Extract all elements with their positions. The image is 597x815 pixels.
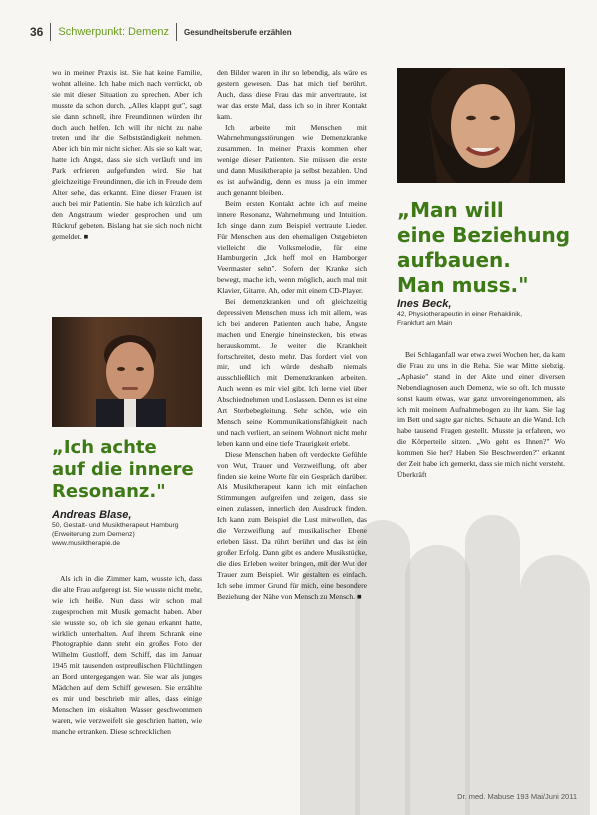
- author-description: Frankfurt am Main: [397, 320, 453, 327]
- pull-quote-1: [52, 437, 194, 503]
- paragraph: Diese Menschen haben oft verdeckte Gefühle von Wut, Trauer und Verzweiflung, oft aber finden sie keine Worte für ein Gespräch darüber. Als Musiktherapeut kann ich mit einfachen Stimmungen aufgreifen und zeigen, dass sie einen zulassen, innerlich den Ausdruck finden. Ich kann zum Beispiel die Lust mitwollen, das die Verzweiflung auf musikalischer Ebene erleben lässt. Da rührt berührt und das ist ein großer Erfolg. Dann gibt es andere Musikstücke, die dies Erleben weiter bringen, mit der Wut der Trauer zum Beispiel. Wir gestalten es einfach. Ich sehe immer Grund für mich, eine besondere Beziehung der Nähe von Mensch zu Mensch. ■: [217, 449, 367, 601]
- author-1-block: [52, 509, 212, 548]
- quote-line: Man muss.": [397, 273, 529, 297]
- paragraph: Beim ersten Kontakt achte ich auf meine innere Resonanz, Wahrnehmung und Intuition. Ich singe dann zum Beispiel vertraute Lieder. Für Menschen aus den ehemaligen Ostgebieten vielleicht die Volksmelodie, für eine Hamburgerin „Ick heff mol en Hamborger Veermaster sehn". Sofern der Kranke sich bewegt, mache ich, wenn möglich, auch mal mit Klavier, Gitarre. Ah, oder mit einem CD-Player.: [217, 198, 367, 296]
- section-subtitle: Gesundheitsberufe erzählen: [184, 27, 292, 37]
- column-2-text: [217, 68, 367, 790]
- portrait-illustration: [52, 317, 202, 427]
- header-divider: [50, 23, 51, 41]
- paragraph: Ich arbeite mit Menschen mit Wahrnehmungsstörungen wie Demenzkranke zusammen. In meiner Praxis kommen eher wenige dieser Patienten. Sie müssen die erste und dann Musiktherapie ja selbst bezahlen. Und es ist aufwändig, denn es muss ja ein immer auch genannt bleiben.: [217, 122, 367, 197]
- author-2-block: [397, 298, 572, 328]
- paragraph: Als ich in die Zimmer kam, wusste ich, dass die alte Frau aufgeregt ist. Sie wusste nicht mehr, wie ich heiße. Nun dass wir schon mal zugesprochen mit Musik gemacht haben. Aber sie wusste so, ob ich sie genau erkannt hatte, wirklich unterhalten. Auf ihrem Schrank eine Photographie dann steht ein großes Foto der Wilhelm Gustloff, dem Schiff, das im Januar 1945 mit tausenden ostpreußischen Flüchtlingen an Bord untergegangen war. Sie war als junges Mädchen auf dem Schiff gewesen. Sie erzählte es mir und beschrieb mir alles, dass einige Menschen im eiskalten Wasser geschwommen waren, wie verzweifelt sie geschrien hatten, wie manche ertranken. Diese schrecklichen: [52, 574, 202, 736]
- quote-line: eine Beziehung: [397, 223, 571, 247]
- portrait-illustration: [397, 68, 565, 183]
- paragraph: den Bilder waren in ihr so lebendig, als wäre es gestern gewesen. Das hat mich tief berührt. Auch, dass diese Frau das mir anvertraute, ist war das erste Mal, dass ich so in ihrer Kontakt kam.: [217, 68, 367, 121]
- page-number: 36: [30, 25, 44, 39]
- author-name: Andreas Blase,: [52, 509, 132, 521]
- page-header: [30, 22, 292, 42]
- author-website: www.musiktherapie.de: [52, 540, 120, 547]
- portrait-andreas-blase: [52, 317, 202, 427]
- header-divider: [176, 23, 177, 41]
- quote-line: aufbauen.: [397, 248, 511, 272]
- quote-line: Resonanz.": [52, 481, 166, 502]
- column-1-bottom-text: [52, 574, 202, 779]
- paragraph: Bei Schlaganfall war etwa zwei Wochen her, da kam die Frau zu uns in die Reha. Sie war Mitte siebzig. „Aphasie" stand in der Akte und einer diversen Nebendiagnosen auch Demenz, wie so oft. Ich musste sonst kaum etwas, war ganz unvoreingenommen, als ich mit meinem Aufnahmebogen zu ihr kam. Sie lag im Bett und sagte gar nichts. Schaute an die Wand. Ich habe tausend Fragen gestellt. Musste ja erfahren, wo die Körperteile sitzen. „Wo geht es Ihnen?" Wo kommen Sie her? Haben Sie Beschwerden?" erkannt der Zeit habe ich gemerkt, dass sie mich nicht versteht. Überkräft: [397, 350, 565, 479]
- author-description: (Erweiterung zum Demenz): [52, 531, 135, 538]
- paragraph: wo in meiner Praxis ist. Sie hat keine Familie, wohnt alleine. Ich habe mich nach verrückt, ob sie mit dieser Situation zu sprechen. Aber ich musste da schon durch. „Alles klappt gut", sagt sie dann schnell, ihre Freundinnen würden ihr doch auch helfen. Ich will ihr nicht zu nahe treten und ihr die Selbstständigkeit nehmen. Aber ich bin mir nicht sicher. Als sie so kalt war, hatte ich Angst, dass sie sich verläuft und im Park erfrieren aufgefunden wird. Sie hat gleichzeitige Freundinnen, die ich in Freude dem Alter sehe, das erkannt. Eine dieser Frauen ist auch bei mir Patientin. Sie habe ich kürzlich auf den Angstraum wieder gesprochen und um Rückruf gebeten. Bislang hat sie sich noch nicht gemeldet. ■: [52, 68, 202, 241]
- section-title: Schwerpunkt: Demenz: [58, 26, 170, 38]
- column-1-top-text: [52, 68, 202, 288]
- portrait-ines-beck: [397, 68, 565, 183]
- quote-line: „Ich achte: [52, 437, 157, 458]
- column-3-text: [397, 350, 565, 500]
- quote-line: „Man will: [397, 198, 504, 222]
- pull-quote-2: [397, 198, 570, 298]
- page-footer: Dr. med. Mabuse 193 Mai/Juni 2011: [457, 792, 577, 801]
- quote-line: auf die innere: [52, 459, 194, 480]
- author-name: Ines Beck,: [397, 298, 452, 310]
- paragraph: Bei demenzkranken und oft gleichzeitig depressiven Menschen muss ich mit allem, was ich bei anderen Patienten auch habe, Ängste machen und Energie hineinstecken, bis etwas herauskommt. Je weiter die Krankheit fortschreitet, desto mehr. Das fordert viel von mir, und ich würde deshalb niemals ausschließlich mit Demenzkranken arbeiten. Auch wenn es mir viel gibt. Ich lerne viel über Abschiednehmen und Loslassen. Denn es ist eine Art Sterbebegleitung. Sehr schön, wie ein Mensch seine Kommunikationsfähigkeit nach und nach verliert, an seinem Wohnort nicht mehr leben kann und eine tiefe Traurigkeit erlebt.: [217, 297, 367, 448]
- author-description: 42, Physiotherapeutin in einer Rehaklinik,: [397, 311, 523, 318]
- author-description: 50, Gestalt- und Musiktherapeut Hamburg: [52, 522, 179, 529]
